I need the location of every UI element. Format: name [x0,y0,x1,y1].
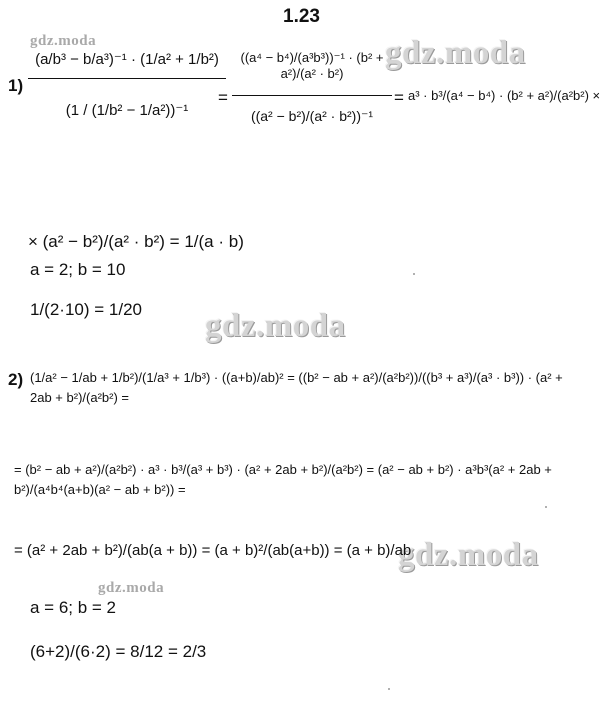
part1-given-fraction [28,50,226,119]
equals-sign: = [218,88,228,107]
problem-number: 1.23 [283,6,320,27]
scan-speck [388,688,390,690]
part1-step1-numerator: ((a⁴ − b⁴)/(a³b³))⁻¹ · (b² + a²)/(a² · b²) [232,50,392,96]
part1-result: 1/(2·10) = 1/20 [30,300,142,319]
part2-line3: = (a² + 2ab + b²)/(ab(a + b)) = (a + b)²/(ab(a+b)) = (a + b)/ab [14,542,412,559]
equals-sign: = [394,88,404,107]
part1-step1-denominator: ((a² − b²)/(a² · b²))⁻¹ [250,108,374,124]
part1-step1-fraction [232,50,392,125]
watermark-logo: gdz.moda [30,33,97,49]
watermark-logo: gdz.moda [98,580,165,596]
part1-label: 1) [8,76,24,95]
part1-given-denominator: (1 / (1/b² − 1/a²))⁻¹ [65,102,189,119]
part1-step2: a³ · b³/(a⁴ − b⁴) · (b² + a²)/(a²b²) × [408,88,600,103]
scan-speck [413,273,415,275]
watermark-logo: gdz.moda [398,537,539,573]
part2-values: a = 6; b = 2 [30,598,117,617]
part1-given-numerator: (a/b³ − b/a³)⁻¹ · (1/a² + 1/b²) [28,50,226,79]
watermark-logo: gdz.moda [205,308,346,344]
part2-label: 2) [8,370,24,389]
part2-line1: (1/a² − 1/ab + 1/b²)/(1/a³ + 1/b³) · ((a+b)/ab)² = ((b² − ab + a²)/(a²b²))/((b³ + a³)/(a³ · b³)) · (a² + 2ab + b²)/(a²b²) = [30,370,563,405]
scan-speck [545,506,547,508]
watermark-logo: gdz.moda [385,35,526,71]
part1-values: a = 2; b = 10 [30,260,126,279]
part1-continuation-line: × (a² − b²)/(a² · b²) = 1/(a · b) [28,232,244,251]
part2-result: (6+2)/(6·2) = 8/12 = 2/3 [30,642,207,661]
part2-line2: = (b² − ab + a²)/(a²b²) · a³ · b³/(a³ + b³) · (a² + 2ab + b²)/(a²b²) = (a² − ab + b²) · a³b³(a² + 2ab + b²)/(a⁴b⁴(a+b)(a² − ab + b²)) = [14,462,552,497]
